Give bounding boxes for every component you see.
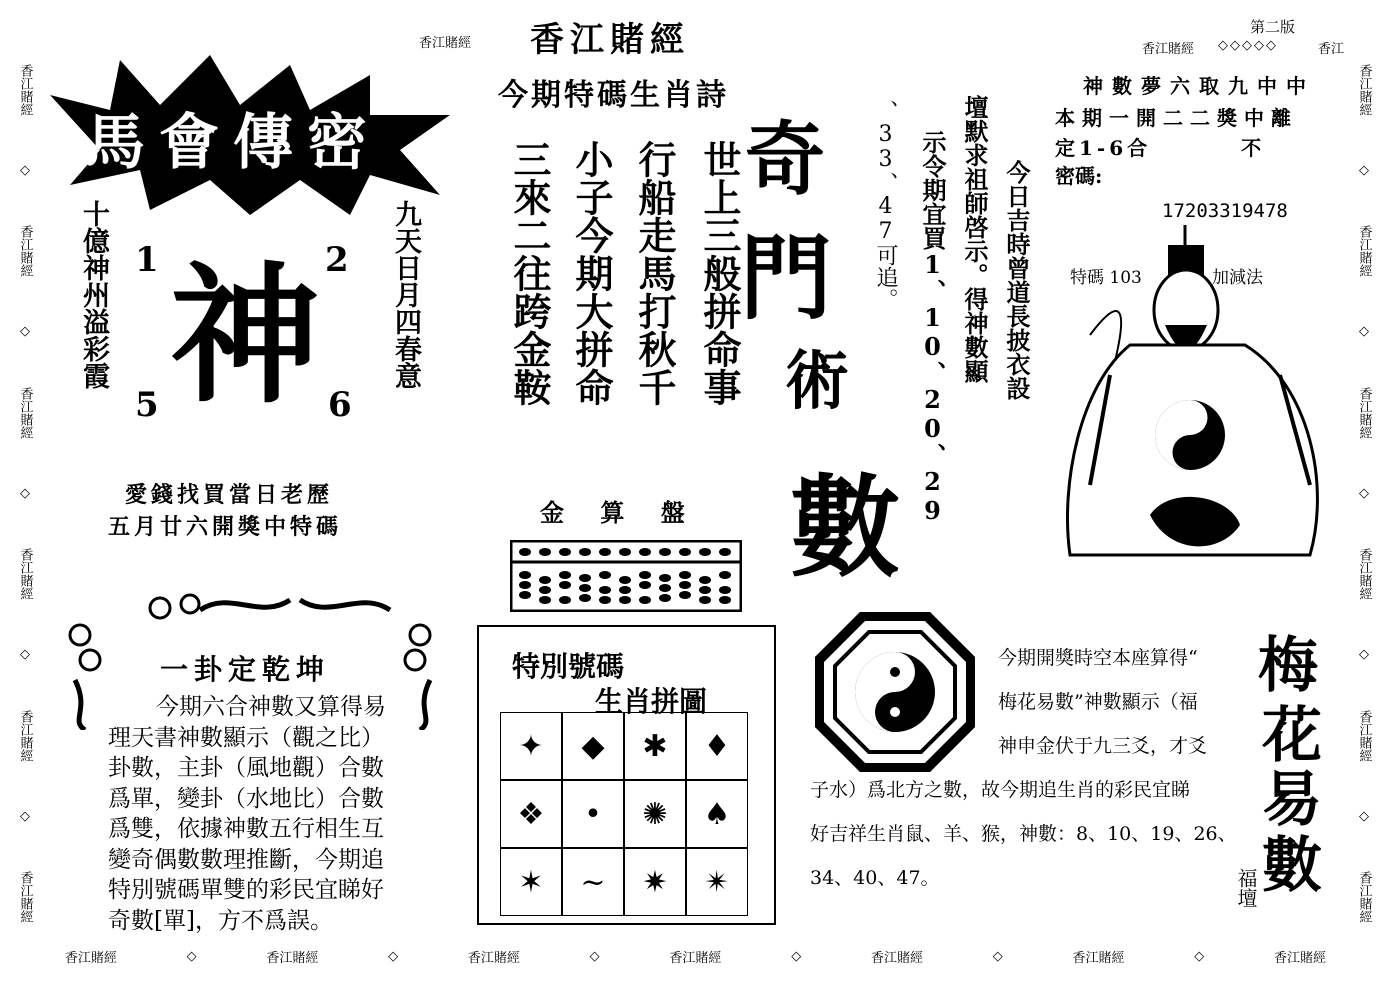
bottom-border: 香江賭經 ◇ 香江賭經 ◇ 香江賭經 ◇ 香江賭經 ◇ 香江賭經 ◇ 香江賭經 ◇ 香江賭經 [64,948,1326,966]
meihua-line: 今期開獎時空本座算得“ [998,647,1198,669]
zodiac-cell: ✺ [624,780,686,848]
abacus-title: 金 算 盤 [540,498,699,527]
zodiac-cell: ♦ [686,712,748,780]
gua-line: 爲雙，依據神數五行相生互 [108,816,384,842]
zodiac-cell: ~ [562,848,624,916]
secret-code: 17203319478 [1162,200,1288,222]
meihua-title-yi: 易 [1262,765,1322,835]
gua-title: 一卦定乾坤 [160,653,331,686]
addsub-label: 加減法 [1212,268,1263,288]
zodiac-cell: ✴ [686,848,748,916]
tema-label: 特碼 103 [1070,268,1142,288]
meihua-title-hua: 花 [1262,701,1322,771]
zodiac-cell: • [562,780,624,848]
qimen-char-shu2: 數 [790,463,900,592]
meihua-line: 神申金伏于九三爻，才爻 [998,735,1208,757]
poem-title: 今期特碼生肖詩 [498,78,729,113]
meihua-signature: 福壇 [1234,868,1258,908]
top-right-line1: 神數夢六取九中中 [1083,74,1315,98]
gua-line: 奇數[單]，方不爲誤。 [108,907,333,934]
gua-line: 理天書神數顯示（觀之比） [108,724,384,751]
right-border: 香江賭經 ◇ 香江賭經 ◇ 香江賭經 ◇ 香江賭經 ◇ 香江賭經 ◇ 香江賭經 [1356,63,1372,924]
zodiac-cell: ✦ [500,712,562,780]
gua-line: 特別號碼單雙的彩民宜睇好 [108,877,384,903]
meihua-line: 子水）爲北方之數，故今期追生肖的彩民宜睇 [810,779,1191,801]
numbers-column: 、33、47可追。 [873,100,898,310]
corner-number-2: 2 [325,240,349,280]
poem-column-4: 三來二往跨金鞍 [507,140,552,406]
poem-column-1: 世上三般拼命事 [697,140,742,406]
zodiac-cell: ✱ [624,712,686,780]
poem-column-3: 小子今期大拼命 [569,140,614,406]
meihua-title-shu: 數 [1262,831,1322,901]
gua-body [108,692,386,936]
corner-number-6: 6 [328,385,352,425]
left-panel-title: 馬會傳密 [85,108,381,178]
header-left-tag: 香江賭經 [418,35,471,51]
meihua-line: 34、40、47。 [810,867,940,889]
zodiac-cell: ♠ [686,780,748,848]
zodiac-cell: ✷ [624,848,686,916]
gua-line: 卦數，主卦（風地觀）合數 [108,755,384,781]
verse-col-shen: 壇默求祖師啓示。得神數顯 [960,95,989,383]
meihua-line: 梅花易數”神數顯示（福 [998,691,1198,713]
abacus-icon [510,540,742,612]
qimen-char-men: 門 [740,224,833,332]
qimen-char-shu1: 術 [785,344,849,419]
top-right-line2: 本期一開二二獎中離 [1055,106,1298,130]
left-border: 香江賭經 ◇ 香江賭經 ◇ 香江賭經 ◇ 香江賭經 ◇ 香江賭經 ◇ 香江賭經 [17,63,33,924]
verse-col-numbers: 示令期宜買1、10、20、29 [918,130,947,525]
zodiac-title1: 特別號碼 [512,650,625,683]
slogan-line1: 愛錢找買當日老歷 [125,482,334,508]
edition-label: 第二版 [1250,18,1296,36]
gua-line: 爲單，變卦（水地比）合數 [108,785,384,812]
taoist-master-icon [1050,225,1340,585]
top-right-line3: 定1-6合 不 [1055,136,1266,160]
gua-line: 今期六合神數又算得易 [156,694,386,720]
zodiac-cell: ✶ [500,848,562,916]
gua-line: 變奇偶數數理推斷，今期追 [108,846,384,873]
zodiac-cell: ◆ [562,712,624,780]
left-verse: 十億神州溢彩霞 [78,200,109,389]
header-title: 香江賭經 [530,20,690,60]
header-right-tag: 香江賭經 [1142,42,1195,57]
verse-col-jishi: 今日吉時曾道長披衣設 [1002,160,1031,400]
zodiac-title2: 生肖拼圖 [595,685,708,718]
corner-number-1: 1 [135,240,159,280]
corner-number-5: 5 [135,385,159,425]
header-right-tag2: 香江 [1318,42,1345,57]
top-right-line4: 密碼: [1055,164,1103,188]
header-right-symbols: ◇◇◇◇◇ [1218,38,1278,53]
qimen-char-qi: 奇 [745,112,825,206]
slogan-line2: 五月廿六開獎中特碼 [108,514,343,540]
zodiac-cell: ❖ [500,780,562,848]
big-shen-char: 神 [170,248,321,424]
top-border [390,30,500,52]
meihua-text [810,636,1237,900]
poem-column-2: 行船走馬打秋千 [632,140,677,406]
right-verse: 九天日月四春意 [390,200,421,389]
meihua-title-mei: 梅 [1258,631,1318,701]
meihua-line: 好吉祥生肖鼠、羊、猴，神數：8、10、19、26、 [810,823,1237,845]
